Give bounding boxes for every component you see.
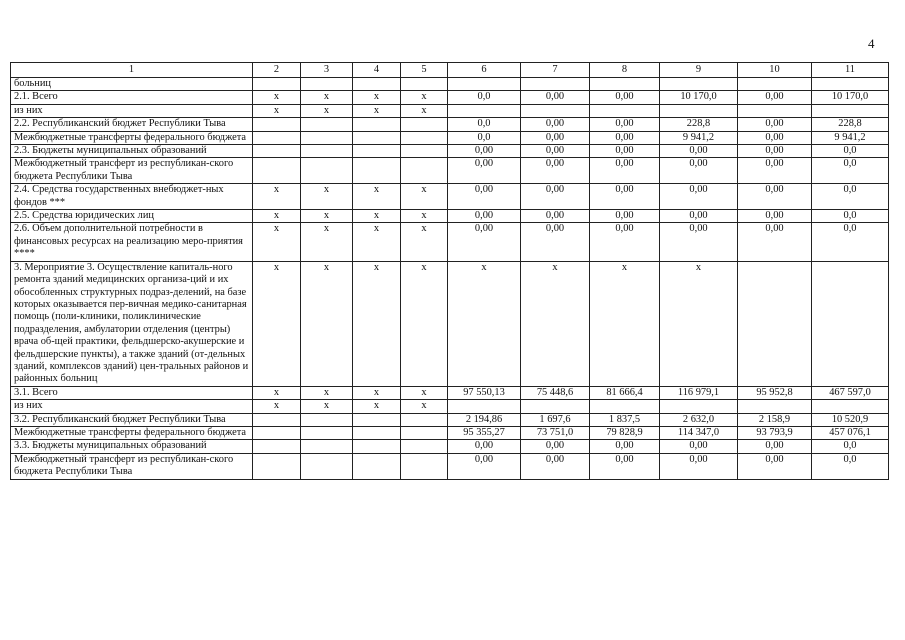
table-row bbox=[11, 118, 889, 131]
table-cell: 0,00 bbox=[738, 223, 812, 261]
table-cell: 116 979,1 bbox=[660, 386, 738, 399]
table-cell: 10 170,0 bbox=[812, 91, 889, 104]
table-cell bbox=[660, 104, 738, 117]
table-cell: х bbox=[590, 261, 660, 386]
table-cell: 0,00 bbox=[521, 91, 590, 104]
table-cell: 95 952,8 bbox=[738, 386, 812, 399]
table-cell bbox=[448, 104, 521, 117]
column-header: 3 bbox=[301, 63, 353, 78]
table-cell: х bbox=[301, 223, 353, 261]
table-cell: 0,00 bbox=[521, 145, 590, 158]
table-cell: 228,8 bbox=[812, 118, 889, 131]
table-cell bbox=[738, 400, 812, 413]
table-cell bbox=[253, 118, 301, 131]
table-cell: х bbox=[521, 261, 590, 386]
table-cell bbox=[253, 426, 301, 439]
table-body bbox=[11, 78, 889, 480]
table-cell: х bbox=[253, 261, 301, 386]
table-cell bbox=[353, 118, 401, 131]
table-cell: х bbox=[353, 223, 401, 261]
table-cell: х bbox=[401, 91, 448, 104]
table-cell: 97 550,13 bbox=[448, 386, 521, 399]
table-cell: 0,00 bbox=[590, 440, 660, 453]
table-cell: 0,00 bbox=[521, 131, 590, 144]
table-cell: 0,00 bbox=[521, 118, 590, 131]
table-cell: х bbox=[301, 184, 353, 210]
budget-table bbox=[10, 62, 889, 480]
table-cell: х bbox=[401, 184, 448, 210]
table-cell: х bbox=[401, 223, 448, 261]
column-header: 9 bbox=[660, 63, 738, 78]
table-cell bbox=[738, 78, 812, 91]
table-cell bbox=[812, 104, 889, 117]
table-cell: 0,00 bbox=[521, 210, 590, 223]
table-cell: 0,0 bbox=[812, 440, 889, 453]
column-header: 7 bbox=[521, 63, 590, 78]
table-cell: 0,00 bbox=[521, 223, 590, 261]
table-row bbox=[11, 453, 889, 479]
row-label: 2.6. Объем дополнительной потребности в финансовых ресурсах на реализацию меро-приятия **** bbox=[11, 223, 253, 261]
table-cell: 0,0 bbox=[812, 145, 889, 158]
table-cell: х bbox=[253, 210, 301, 223]
table-cell bbox=[253, 145, 301, 158]
table-cell bbox=[253, 453, 301, 479]
table-cell bbox=[590, 104, 660, 117]
table-cell: 0,00 bbox=[738, 91, 812, 104]
table-cell bbox=[448, 400, 521, 413]
table-row bbox=[11, 78, 889, 91]
table-cell: 457 076,1 bbox=[812, 426, 889, 439]
table-cell bbox=[401, 453, 448, 479]
table-header bbox=[11, 63, 889, 78]
table-cell: 81 666,4 bbox=[590, 386, 660, 399]
table-cell: х bbox=[353, 386, 401, 399]
table-cell: 95 355,27 bbox=[448, 426, 521, 439]
table-row bbox=[11, 440, 889, 453]
table-cell: 1 837,5 bbox=[590, 413, 660, 426]
table-row bbox=[11, 184, 889, 210]
table-cell bbox=[253, 440, 301, 453]
table-cell: 2 632,0 bbox=[660, 413, 738, 426]
table-cell: х bbox=[353, 261, 401, 386]
table-cell: 0,00 bbox=[590, 118, 660, 131]
table-cell: х bbox=[301, 91, 353, 104]
table-cell: 0,0 bbox=[448, 91, 521, 104]
table-row bbox=[11, 386, 889, 399]
row-label: из них bbox=[11, 104, 253, 117]
table-cell: 93 793,9 bbox=[738, 426, 812, 439]
table-cell: 0,00 bbox=[448, 453, 521, 479]
table-cell: х bbox=[353, 210, 401, 223]
table-cell bbox=[301, 158, 353, 184]
table-row bbox=[11, 158, 889, 184]
table-cell: х bbox=[353, 91, 401, 104]
table-cell: 1 697,6 bbox=[521, 413, 590, 426]
table-cell bbox=[253, 158, 301, 184]
table-cell bbox=[301, 78, 353, 91]
table-cell bbox=[353, 413, 401, 426]
table-cell: 0,00 bbox=[590, 131, 660, 144]
row-label: 3.3. Бюджеты муниципальных образований bbox=[11, 440, 253, 453]
row-label: 3. Мероприятие 3. Осуществление капиталь-ного ремонта зданий медицинских организа-ций и их обособленных структурных подраз-делений, на базе которых оказывается пер-вичная медико-санитарная помощь (поли-клиники, поликлинические подразделения, амбулатории отделения (центры) врача об-щей практики, фельдшерско-акушерские и фельдшерские пункты), а также зданий (от-дельных зданий, комплексов зданий) цен-тральных районов и районных больниц bbox=[11, 261, 253, 386]
table-row bbox=[11, 104, 889, 117]
table-cell: 0,00 bbox=[521, 440, 590, 453]
table-cell bbox=[738, 261, 812, 386]
table-cell bbox=[401, 440, 448, 453]
table-cell bbox=[353, 158, 401, 184]
table-cell: х bbox=[401, 261, 448, 386]
column-header: 5 bbox=[401, 63, 448, 78]
table-cell: 0,00 bbox=[590, 91, 660, 104]
table-cell bbox=[353, 131, 401, 144]
table-cell: 0,00 bbox=[448, 158, 521, 184]
table-cell bbox=[253, 78, 301, 91]
table-cell: х bbox=[301, 400, 353, 413]
page-number: 4 bbox=[868, 36, 875, 51]
column-header: 11 bbox=[812, 63, 889, 78]
column-header: 2 bbox=[253, 63, 301, 78]
table-cell: 0,00 bbox=[448, 210, 521, 223]
table-cell: 9 941,2 bbox=[660, 131, 738, 144]
table-cell: х bbox=[301, 386, 353, 399]
table-cell: 0,00 bbox=[590, 453, 660, 479]
column-header: 8 bbox=[590, 63, 660, 78]
table-cell: х bbox=[448, 261, 521, 386]
row-label: из них bbox=[11, 400, 253, 413]
row-label: Межбюджетные трансферты федерального бюджета bbox=[11, 426, 253, 439]
table-cell: 0,00 bbox=[590, 223, 660, 261]
table-cell: 0,00 bbox=[738, 184, 812, 210]
table-cell: х bbox=[660, 261, 738, 386]
column-header: 10 bbox=[738, 63, 812, 78]
table-cell: 467 597,0 bbox=[812, 386, 889, 399]
table-cell: х bbox=[253, 184, 301, 210]
row-label: 2.1. Всего bbox=[11, 91, 253, 104]
table-cell: 0,00 bbox=[590, 145, 660, 158]
table-cell: 0,00 bbox=[590, 184, 660, 210]
table-cell: 0,0 bbox=[812, 184, 889, 210]
row-label: Межбюджетный трансферт из республикан-ского бюджета Республики Тыва bbox=[11, 158, 253, 184]
table-cell: 0,0 bbox=[812, 210, 889, 223]
table-cell bbox=[401, 78, 448, 91]
table-cell: 0,00 bbox=[660, 453, 738, 479]
row-label: больниц bbox=[11, 78, 253, 91]
table-cell: 0,00 bbox=[738, 210, 812, 223]
column-header: 1 bbox=[11, 63, 253, 78]
table-cell bbox=[590, 400, 660, 413]
table-cell: х bbox=[301, 210, 353, 223]
table-cell: 0,00 bbox=[660, 210, 738, 223]
table-cell: 0,0 bbox=[812, 158, 889, 184]
table-cell bbox=[660, 400, 738, 413]
table-cell bbox=[812, 400, 889, 413]
table-cell: х bbox=[401, 104, 448, 117]
table-cell bbox=[301, 426, 353, 439]
table-cell: 10 520,9 bbox=[812, 413, 889, 426]
table-cell: 0,00 bbox=[738, 118, 812, 131]
table-cell: 10 170,0 bbox=[660, 91, 738, 104]
table-cell: х bbox=[353, 184, 401, 210]
table-cell: 0,00 bbox=[448, 440, 521, 453]
row-label: Межбюджетные трансферты федерального бюджета bbox=[11, 131, 253, 144]
table-cell bbox=[353, 440, 401, 453]
table-cell bbox=[253, 413, 301, 426]
table-cell: 0,0 bbox=[448, 118, 521, 131]
table-cell: х bbox=[301, 261, 353, 386]
table-cell: х bbox=[301, 104, 353, 117]
row-label: 2.5. Средства юридических лиц bbox=[11, 210, 253, 223]
table-cell: 0,00 bbox=[738, 145, 812, 158]
table-cell bbox=[401, 158, 448, 184]
table-row bbox=[11, 145, 889, 158]
table-cell bbox=[521, 78, 590, 91]
table-cell bbox=[301, 413, 353, 426]
table-row bbox=[11, 223, 889, 261]
table-cell bbox=[401, 413, 448, 426]
table-cell: х bbox=[253, 91, 301, 104]
table-cell bbox=[401, 131, 448, 144]
table-cell: 0,00 bbox=[521, 184, 590, 210]
table-cell: 0,00 bbox=[521, 453, 590, 479]
table-cell: 0,00 bbox=[660, 440, 738, 453]
table-cell bbox=[353, 145, 401, 158]
table-cell: 0,00 bbox=[660, 158, 738, 184]
table-cell: 9 941,2 bbox=[812, 131, 889, 144]
table-cell: х bbox=[353, 400, 401, 413]
table-cell: 0,00 bbox=[590, 210, 660, 223]
table-cell bbox=[353, 426, 401, 439]
table-cell bbox=[301, 145, 353, 158]
column-header: 4 bbox=[353, 63, 401, 78]
table-cell: 73 751,0 bbox=[521, 426, 590, 439]
table-cell: 79 828,9 bbox=[590, 426, 660, 439]
row-label: 2.2. Республиканский бюджет Республики Тыва bbox=[11, 118, 253, 131]
table-row bbox=[11, 131, 889, 144]
table-cell bbox=[590, 78, 660, 91]
table-cell: 114 347,0 bbox=[660, 426, 738, 439]
table-cell bbox=[812, 78, 889, 91]
table-cell bbox=[301, 453, 353, 479]
table-row bbox=[11, 400, 889, 413]
table-cell: 0,00 bbox=[660, 145, 738, 158]
table-cell: 0,00 bbox=[448, 145, 521, 158]
row-label: 2.4. Средства государственных внебюджет-ных фондов *** bbox=[11, 184, 253, 210]
table-cell bbox=[521, 400, 590, 413]
table-row bbox=[11, 210, 889, 223]
row-label: 2.3. Бюджеты муниципальных образований bbox=[11, 145, 253, 158]
table-cell: 0,00 bbox=[660, 223, 738, 261]
table-cell: х bbox=[401, 386, 448, 399]
row-label: 3.1. Всего bbox=[11, 386, 253, 399]
table-cell: х bbox=[401, 210, 448, 223]
row-label: Межбюджетный трансферт из республикан-ского бюджета Республики Тыва bbox=[11, 453, 253, 479]
table-cell bbox=[301, 118, 353, 131]
table-row bbox=[11, 261, 889, 386]
table-cell: 0,00 bbox=[660, 184, 738, 210]
table-cell: 0,00 bbox=[738, 440, 812, 453]
table-cell bbox=[521, 104, 590, 117]
header-row bbox=[11, 63, 889, 78]
table-cell: 0,00 bbox=[521, 158, 590, 184]
table-cell: х bbox=[253, 400, 301, 413]
table-cell bbox=[301, 440, 353, 453]
table-cell: 0,0 bbox=[448, 131, 521, 144]
table-cell bbox=[301, 131, 353, 144]
table-cell: 0,00 bbox=[448, 184, 521, 210]
table-cell bbox=[738, 104, 812, 117]
table-cell bbox=[353, 78, 401, 91]
column-header: 6 bbox=[448, 63, 521, 78]
table-cell bbox=[353, 453, 401, 479]
table-cell: 0,00 bbox=[738, 131, 812, 144]
table-cell bbox=[812, 261, 889, 386]
table-cell: 228,8 bbox=[660, 118, 738, 131]
table-cell: х bbox=[253, 386, 301, 399]
table-cell: х bbox=[253, 104, 301, 117]
table-cell: 0,0 bbox=[812, 453, 889, 479]
table-cell bbox=[401, 118, 448, 131]
table-cell bbox=[660, 78, 738, 91]
row-label: 3.2. Республиканский бюджет Республики Тыва bbox=[11, 413, 253, 426]
table-cell: 0,0 bbox=[812, 223, 889, 261]
table-cell: 2 194,86 bbox=[448, 413, 521, 426]
table-cell: 75 448,6 bbox=[521, 386, 590, 399]
table-row bbox=[11, 413, 889, 426]
table-cell bbox=[401, 145, 448, 158]
table-cell: 2 158,9 bbox=[738, 413, 812, 426]
table-cell bbox=[253, 131, 301, 144]
table-cell: 0,00 bbox=[448, 223, 521, 261]
table-cell: 0,00 bbox=[590, 158, 660, 184]
table-row bbox=[11, 91, 889, 104]
table-cell: 0,00 bbox=[738, 158, 812, 184]
table-cell: х bbox=[253, 223, 301, 261]
table-cell: х bbox=[401, 400, 448, 413]
table-cell: 0,00 bbox=[738, 453, 812, 479]
table-cell bbox=[448, 78, 521, 91]
table-cell bbox=[401, 426, 448, 439]
table-cell: х bbox=[353, 104, 401, 117]
table-row bbox=[11, 426, 889, 439]
